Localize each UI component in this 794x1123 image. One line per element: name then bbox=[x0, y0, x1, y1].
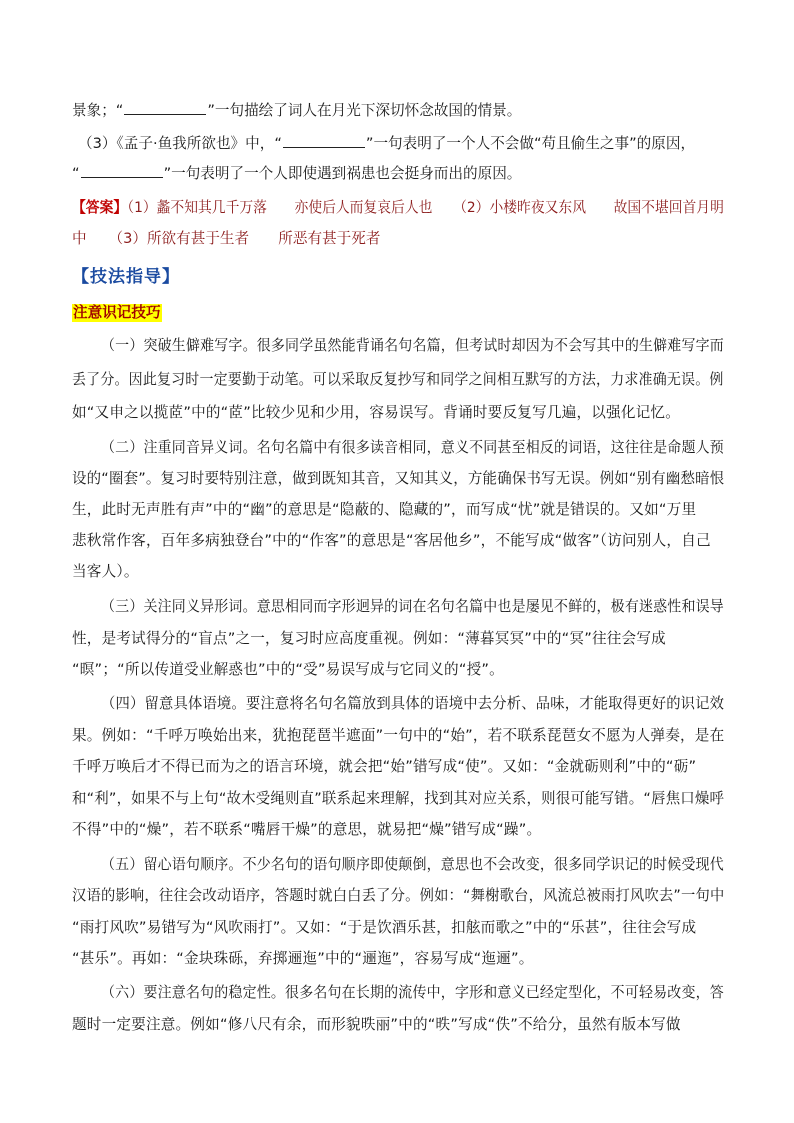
body-line: “甚乐”。再如：“金块珠砾，弃掷逦迤”中的“逦迤”，容易写成“迤逦”。 bbox=[72, 950, 534, 967]
question-3-line2-start: “ bbox=[72, 165, 80, 182]
body-line: 当客人）。 bbox=[72, 563, 139, 580]
question-3-line-2 bbox=[72, 163, 521, 184]
answer-line-2 bbox=[72, 229, 380, 249]
body-line: 性，是考试得分的“盲点”之一，复习时应高度重视。例如：“薄暮冥冥”中的“冥”往往会写成 bbox=[72, 630, 666, 647]
subheading: 注意识记技巧 bbox=[73, 304, 161, 321]
body-line: （四）留意具体语境。要注意将名句名篇放到具体的语境中去分析、品味，才能取得更好的识记效 bbox=[101, 695, 725, 712]
answer-text-2: 中 （3）所欲有甚于生者 所恶有甚于死者 bbox=[72, 230, 381, 247]
body-line: 果。例如：“千呼万唤始出来，犹抱琵琶半遮面”一句中的“始”，若不联系琵琶女不愿为人弹奏，是在 bbox=[72, 727, 725, 744]
body-line: 和“利”，如果不与上句“故木受绳则直”联系起来理解，找到其对应关系，则很可能写错。“唇焦口燥呼 bbox=[72, 790, 725, 807]
body-line: 千呼万唤后才不得已而为之的语言环境，就会把“始”错写成“使”。又如：“金就砺则利”中的“砺” bbox=[72, 758, 697, 775]
body-line: （二）注重同音异义词。名句名篇中有很多读音相同，意义不同甚至相反的词语，这往往是命题人预 bbox=[101, 439, 724, 456]
question-3-start: （3）《孟子·鱼我所欲也》中，“ bbox=[78, 135, 282, 152]
section-title: 【技法指导】 bbox=[72, 267, 180, 287]
body-line: （五）留心语句顺序。不少名句的语句顺序即使颠倒，意思也不会改变，很多同学识记的时候受现代 bbox=[101, 856, 724, 873]
answer-text-1: （1）蠡不知其几千万落 亦使后人而复哀后人也 （2）小楼昨夜又东风 故国不堪回首月明 bbox=[127, 199, 724, 216]
body-line: 题时一定要注意。例如“修八尺有余，而形貌昳丽”中的“昳”写成“佚”不给分，虽然有版本写做 bbox=[72, 1016, 681, 1033]
question-2-tail-start: 景象；“ bbox=[72, 102, 124, 119]
answer-tag: 【答案】 bbox=[72, 199, 128, 216]
answer-blank[interactable] bbox=[124, 100, 206, 115]
body-line: （三）关注同义异形词。意思相同而字形迥异的词在名句名篇中也是屡见不鲜的，极有迷惑性和误导 bbox=[101, 598, 724, 615]
body-line: （六）要注意名句的稳定性。很多名句在长期的流传中，字形和意义已经定型化，不可轻易改变，答 bbox=[101, 984, 724, 1001]
body-line: “雨打风吹”易错写为“风吹雨打”。又如：“于是饮酒乐甚，扣舷而歌之”中的“乐甚”，往往会写成 bbox=[72, 919, 697, 936]
question-2-tail bbox=[72, 100, 521, 121]
body-line: “暝”；“所以传道受业解惑也”中的“受”易误写成与它同义的“授”。 bbox=[72, 661, 504, 678]
body-line: 如“又申之以揽茝”中的“茝”比较少见和少用，容易误写。背诵时要反复写几遍，以强化记忆。 bbox=[72, 404, 681, 421]
question-3-mid: ”一句表明了一个人不会做“苟且偷生之事”的原因， bbox=[365, 135, 696, 152]
answer-blank[interactable] bbox=[81, 163, 163, 178]
question-2-tail-end: ”一句描绘了词人在月光下深切怀念故国的情景。 bbox=[207, 102, 522, 119]
body-line: 不得”中的“燥”，若不联系“嘴唇干燥”的意思，就易把“燥”错写成“躁”。 bbox=[72, 821, 542, 838]
body-line: 悲秋常作客，百年多病独登台”中的“作客”的意思是“客居他乡”，不能写成“做客”（访问别人，自己 bbox=[72, 532, 711, 549]
body-line: 汉语的影响，往往会改动语序，答题时就白白丢了分。例如：“舞榭歌台，风流总被雨打风吹去”一句中 bbox=[72, 887, 725, 904]
answer-blank[interactable] bbox=[283, 133, 365, 148]
question-3 bbox=[78, 133, 695, 154]
body-line: 丢了分。因此复习时一定要勤于动笔。可以采取反复抄写和同学之间相互默写的方法，力求准确无误。例 bbox=[72, 371, 724, 388]
question-3-line2-end: ”一句表明了一个人即使遇到祸患也会挺身而出的原因。 bbox=[163, 165, 522, 182]
body-line: 设的“圈套”。复习时要特别注意，做到既知其音，又知其义，方能确保书写无误。例如“别有幽愁暗恨 bbox=[72, 470, 725, 487]
body-line: （一）突破生僻难写字。很多同学虽然能背诵名句名篇，但考试时却因为不会写其中的生僻难写字而 bbox=[101, 337, 724, 354]
body-line: 生，此时无声胜有声”中的“幽”的意思是“隐蔽的、隐藏的”，而写成“忧”就是错误的。又如“万里 bbox=[72, 501, 697, 518]
answer-line-1 bbox=[72, 198, 724, 218]
